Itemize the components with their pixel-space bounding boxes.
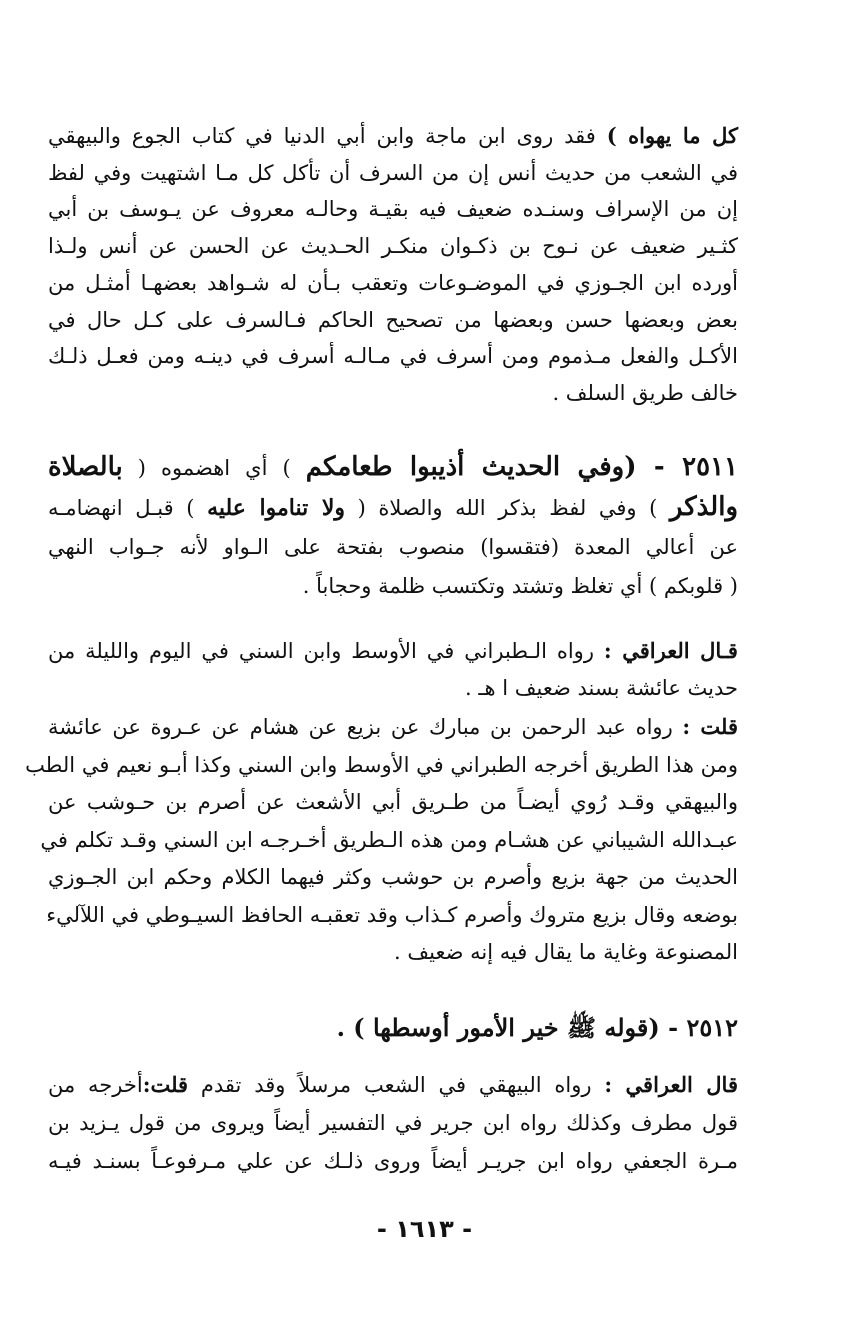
iraqi-comment-1 [48,632,738,707]
text-line: الحديث من جهة بزيع وأصرم بن حوشب وكثر فيهما الكلام وحكم ابن الجـوزي [48,865,738,889]
text-line: عن أعالي المعدة (فتقسوا) منصوب بفتحة على الـواو لأنه جـواب النهي [48,535,738,559]
text-line: خالف طريق السلف . [552,380,738,405]
text-line: كثـير ضعيف عن نـوح بن ذكـوان منكـر الحـديث عن الحسن عن أنس ولـذا [48,234,738,259]
text-line: مـرة الجعفي رواه ابن جريـر أيضاً وروى ذلـك عن علي مـرفوعـاً بسنـد فيـه [48,1149,738,1173]
text-line: إن من الإسراف وسنـده ضعيف فيه بقيـة وحالـه معروف عن يـوسف بن أبي [48,197,738,222]
hadith-text: والذكر [669,492,738,522]
text-line: الأكـل والفعل مـذموم ومن أسرف في مـالـه أسرف في دينـه ومن فعـل ذلـك [48,344,738,369]
label-qult: قلت : [682,714,738,739]
text-span: ) أي اهضموه ( [122,456,306,480]
text-span: ) قبـل انهضامـه [48,496,208,520]
text-line: عبـدالله الشيباني عن هشـام ومن هذه الـطريق أخـرجـه ابن السني وقـد تكلم في [40,827,738,852]
hadith-heading-line [48,448,738,488]
hadith-2512 [48,1005,738,1051]
hadith-text: ولا تناموا عليه [207,495,346,521]
text-line: والبيهقي وقـد رُوي أيضـاً من طـريق أبي الأشعث عن أصرم بن حـوشب عن [48,790,738,814]
text-span: أخرجه من [48,1073,143,1097]
page-number: - ١٦١٣ - [376,1215,473,1243]
text-span: ) . [336,1013,373,1042]
hadith-text: قوله ﷺ خير الأمور أوسطها [372,1013,649,1042]
hadith-2511 [48,448,738,606]
hadith-text: وفي الحديث أذيبوا طعامكم [305,452,625,482]
text-line: ومن هذا الطريق أخرجه الطبراني في الأوسط وابن السني وكذا أبـو نعيم في الطب [25,752,738,777]
text-line: في الشعب من حديث أنس إن من السرف أن تأكل كل مـا اشتهيت وفي لفظ [48,160,738,185]
qult-comment [25,708,738,972]
text-line: قول مطرف وكذلك رواه ابن جرير في التفسير أيضاً ويروى من قول يـزيد بن [48,1111,738,1135]
hadith-text: بالصلاة [48,452,123,482]
text-line [48,488,738,528]
hadith-number: ٢٥١١ - ( [624,452,738,482]
text-line [48,118,738,155]
paragraph-1 [48,118,738,412]
text-line: ( قلوبكم ) أي تغلظ وتشتد وتكتسب ظلمة وحجاباً . [302,574,738,598]
text-line: المصنوعة وغاية ما يقال فيه إنه ضعيف . [394,940,738,964]
label-iraqi: قـال العراقي : [603,638,738,663]
text-span: رواه البيهقي في الشعب مرسلاً وقد تقدم [188,1073,605,1097]
text-span: فقد روى ابن ماجة وابن أبي الدنيا في كتاب الجوع والبيهقي [48,124,607,148]
text-line: حديث عائشة بسند ضعيف ا هـ . [465,676,738,700]
text-span: ) وفي لفظ بذكر الله والصلاة ( [345,496,670,520]
text-line: بعض وبعضها حسن وبعضها من تصحيح الحاكم فـالسرف على كـل حال في [48,307,738,332]
text-line [48,632,738,670]
label-iraqi: قال العراقي : [604,1072,738,1097]
text-line [48,1066,738,1104]
text-line: أورده ابن الجـوزي في الموضـوعات وتعقب بـأن له شـواهد بعضهـا أمثـل من [48,270,738,295]
text-span: رواه الـطبراني في الأوسط وابن السني في اليوم والليلة من [48,639,604,663]
label-qult: قلت: [142,1072,189,1097]
hadith-heading-line [48,1005,738,1051]
hadith-number: ٢٥١٢ - ( [648,1013,738,1042]
text-line [48,708,738,747]
headword: كل ما يهواه ) [606,123,738,148]
text-span: رواه عبد الرحمن بن مبارك عن بزيع عن هشام عن عـروة عن عائشة [48,715,683,739]
text-line: بوضعه وقال بزيع متروك وأصرم كـذاب وقد تعقبـه الحافظ السيـوطي في اللآليء [46,902,738,927]
iraqi-comment-2 [48,1066,738,1180]
